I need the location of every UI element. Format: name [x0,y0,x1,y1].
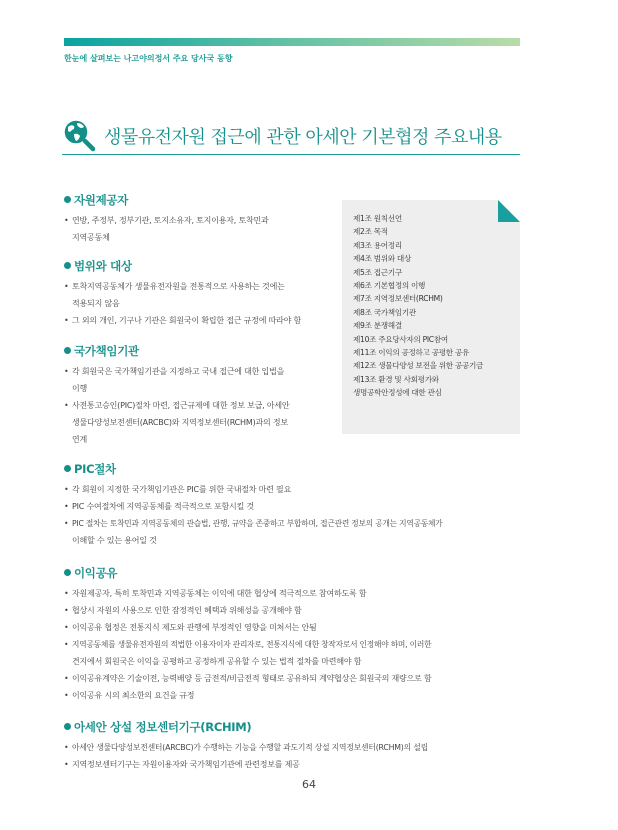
running-header: 한눈에 살펴보는 나고야의정서 주요 당사국 동향 [64,54,233,63]
list-item: • 협상시 자원의 사용으로 인한 잠정적인 혜택과 위해성을 공개해야 함 [64,602,522,619]
list-item: • 이익공유 시의 최소한의 요건을 규정 [64,687,522,704]
list-item: • 지역정보센터기구는 자원이용자와 국가책임기관에 관련정보를 제공 [64,756,522,773]
section-benefit-sharing [64,565,522,704]
toc-item: 제1조 원칙선언 [353,214,402,223]
section-national-authority [64,343,336,448]
toc-box [342,200,520,434]
section-heading: 범위와 대상 [64,258,336,274]
section-heading: 자원제공자 [64,192,336,208]
section-heading: 국가책임기관 [64,343,336,359]
list-item: • 각 회원이 지정한 국가책임기관은 PIC를 위한 국내절차 마련 필요 [64,481,522,498]
toc-item: 제7조 지역정보센터(RCHM) [353,294,443,304]
list-item-continued: 생물다양성보전센터(ARCBC)와 지역정보센터(RCHM)과의 정보 [72,418,288,427]
list-item-continued: 견지에서 회원국은 이익을 공평하고 공정하게 공유할 수 있는 법적 절차를 마련해야 함 [72,657,362,666]
section-heading: PIC절차 [64,461,522,477]
list-item: • 이익공유 협정은 전통지식 제도와 관행에 부정적인 영향을 미쳐서는 안됨 [64,619,522,636]
toc-item: 제5조 접근기구 [353,267,402,277]
toc-item: 제9조 분쟁해결 [353,321,402,331]
toc-item: 제2조 목적 [353,227,388,237]
toc-item: 제13조 환경 및 사회평가와 [353,374,439,384]
toc-item: 생명공학안정성에 대한 관심 [353,388,442,398]
title-underline [62,154,520,155]
list-item: • 그 외의 개인, 기구나 기관은 회원국이 확립한 접근 규정에 따라야 함 [64,312,336,329]
list-item-continued: 적용되지 않음 [72,299,120,308]
list-item: • 사전통고승인(PIC)절차 마련, 접근규제에 대한 정보 보급, 아세안 [64,397,336,414]
header-bar [64,38,520,46]
list-item-continued: 이행 [72,384,88,393]
section-resource-provider [64,192,336,246]
list-item: • 자원제공자, 특히 토착민과 지역공동체는 이익에 대한 협상에 적극적으로 참여하도록 함 [64,585,522,602]
list-item: • 연방, 주정부, 정부기관, 토지소유자, 토지이용자, 토착민과 [64,212,336,229]
list-item: • 지역공동체를 생물유전자원의 적법한 이용자이자 관리자로, 전통지식에 대한 창작자로서 인정해야 하며, 이러한 [64,636,522,653]
section-scope [64,258,336,329]
list-item-continued: 지역공동체 [72,233,110,242]
toc-item: 제11조 이익의 공정하고 공평한 공유 [353,348,470,358]
list-item: • 이익공유계약은 기술이전, 능력배양 등 금전적/비금전적 형태로 공유하되 계약협상은 회원국의 재량으로 함 [64,670,522,687]
globe-magnifier-icon [62,118,96,152]
toc-item: 제12조 생물다양성 보전을 위한 공공기금 [353,361,484,371]
section-heading: 아세안 상설 정보센터기구(RCHIM) [64,719,522,735]
list-item: • 각 회원국은 국가책임기관을 지정하고 국내 접근에 대한 입법을 [64,363,336,380]
page-number: 64 [302,778,316,791]
toc-item: 제4조 범위와 대상 [353,254,412,264]
section-pic-procedure [64,461,522,549]
list-item-continued: 이해할 수 있는 용어일 것 [72,536,157,545]
toc-item: 제10조 주요당사자의 PIC참여 [353,334,448,344]
section-rchim [64,719,522,773]
list-item: • PIC 절차는 토착민과 지역공동체의 관습법, 관행, 규약을 존중하고 부합하며, 접근관련 정보의 공개는 지역공동체가 [64,515,522,532]
list-item-continued: 연계 [72,435,88,444]
corner-fold-icon [498,200,520,222]
toc-item: 제6조 기본협정의 이행 [353,281,426,291]
section-heading: 이익공유 [64,565,522,581]
list-item: • PIC 수여절차에 지역공동체를 적극적으로 포함시킬 것 [64,498,522,515]
toc-item: 제3조 용어정리 [353,240,402,250]
list-item: • 아세안 생물다양성보전센터(ARCBC)가 수행하는 기능을 수행할 과도기적 상설 지역정보센터(RCHM)의 설립 [64,739,522,756]
title-block [62,118,520,158]
toc-item: 제8조 국가책임기관 [353,307,416,317]
list-item: • 토착지역공동체가 생물유전자원을 전통적으로 사용하는 것에는 [64,278,336,295]
page-title: 생물유전자원 접근에 관한 아세안 기본협정 주요내용 [104,127,502,148]
toc-list [353,212,520,400]
